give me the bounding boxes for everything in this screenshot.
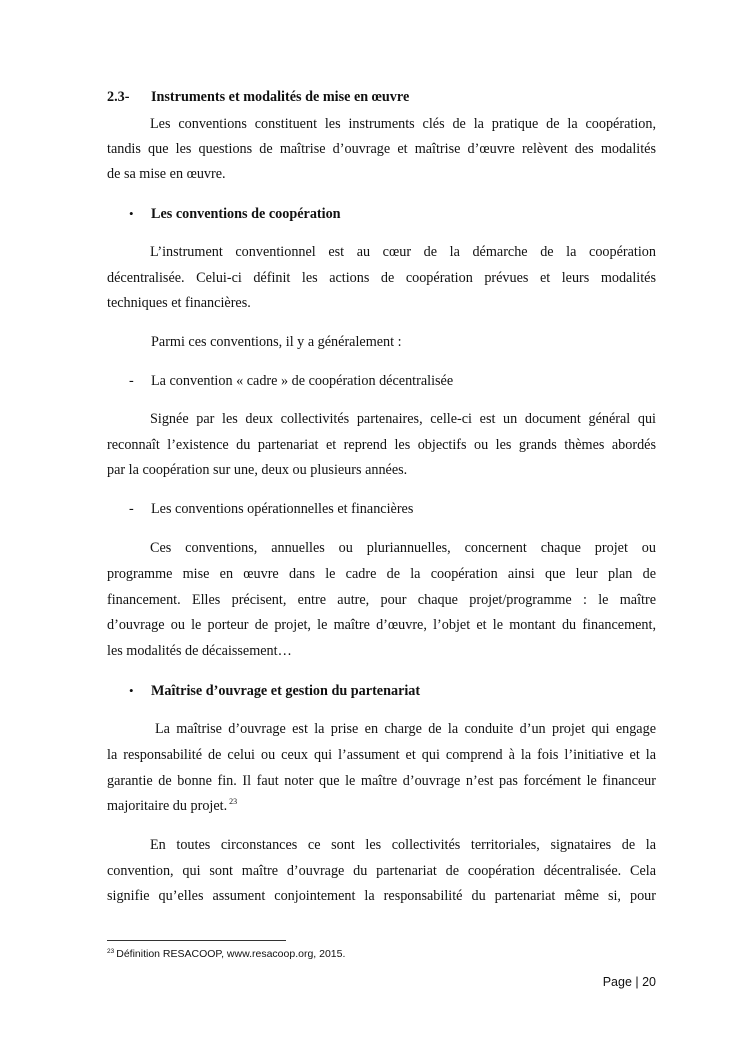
paragraph-line: les modalités de décaissement… bbox=[107, 643, 292, 659]
bullet-icon: • bbox=[129, 683, 134, 698]
footnote-number: 23 bbox=[107, 948, 115, 955]
bullet-heading: Maîtrise d’ouvrage et gestion du partenariat bbox=[151, 683, 421, 699]
paragraph-line: En toutes circonstances ce sont les collectivités territoriales, signataires de la bbox=[150, 837, 656, 853]
footnote bbox=[107, 948, 345, 960]
footnote-text: Définition RESACOOP, www.resacoop.org, 2015. bbox=[116, 948, 346, 960]
intro-line: Les conventions constituent les instruments clés de la pratique de la coopération, bbox=[150, 116, 656, 132]
dash-item: Les conventions opérationnelles et financières bbox=[151, 501, 414, 517]
paragraph-line: d’ouvrage ou le porteur de projet, le maître d’œuvre, l’objet et le montant du financement, bbox=[107, 617, 656, 633]
dash-item: La convention « cadre » de coopération décentralisée bbox=[151, 373, 454, 389]
paragraph-line: la responsabilité de celui ou ceux qui l’assument et qui comprend à la fois l’initiative et la bbox=[107, 747, 656, 763]
paragraph-line: reconnaît l’existence du partenariat et reprend les objectifs ou les grands thèmes abordés bbox=[107, 437, 656, 453]
intro-line: tandis que les questions de maîtrise d’ouvrage et maîtrise d’œuvre relèvent des modalités bbox=[107, 141, 656, 157]
section-heading bbox=[107, 89, 410, 106]
paragraph-line: par la coopération sur une, deux ou plusieurs années. bbox=[107, 462, 408, 478]
dash-marker: - bbox=[129, 373, 134, 389]
footnote-divider bbox=[107, 940, 286, 941]
intro-line: de sa mise en œuvre. bbox=[107, 166, 226, 182]
footnote-reference[interactable]: 23 bbox=[229, 797, 238, 806]
paragraph-line: techniques et financières. bbox=[107, 295, 251, 311]
paragraph-line: signifie qu’elles assument conjointement la responsabilité du partenariat même si, pour bbox=[107, 888, 656, 904]
paragraph-line: Signée par les deux collectivités partenaires, celle-ci est un document général qui bbox=[150, 411, 656, 427]
paragraph-line: financement. Elles précisent, entre autre, pour chaque projet/programme : le maître bbox=[107, 592, 656, 608]
section-title: Instruments et modalités de mise en œuvre bbox=[151, 89, 410, 105]
paragraph-text: majoritaire du projet. bbox=[107, 798, 228, 814]
paragraph-line: décentralisée. Celui-ci définit les actions de coopération prévues et leurs modalités bbox=[107, 270, 656, 286]
paragraph-line: programme mise en œuvre dans le cadre de la coopération ainsi que leur plan de bbox=[107, 566, 656, 582]
paragraph-line: convention, qui sont maître d’ouvrage du partenariat de coopération décentralisée. Cela bbox=[107, 863, 656, 879]
paragraph-line: Parmi ces conventions, il y a généralement : bbox=[151, 334, 402, 350]
paragraph-line: Ces conventions, annuelles ou pluriannuelles, concernent chaque projet ou bbox=[150, 540, 656, 556]
paragraph-line: L’instrument conventionnel est au cœur de la démarche de la coopération bbox=[150, 244, 656, 260]
paragraph-line: garantie de bonne fin. Il faut noter que le maître d’ouvrage n’est pas forcément le financeur bbox=[107, 773, 656, 789]
paragraph-line bbox=[107, 798, 237, 815]
bullet-icon: • bbox=[129, 206, 134, 221]
bullet-heading: Les conventions de coopération bbox=[151, 206, 341, 222]
dash-marker: - bbox=[129, 501, 134, 517]
paragraph-line: La maîtrise d’ouvrage est la prise en charge de la conduite d’un projet qui engage bbox=[155, 721, 656, 737]
section-number: 2.3- bbox=[107, 89, 130, 105]
page-number: Page | 20 bbox=[602, 975, 656, 989]
